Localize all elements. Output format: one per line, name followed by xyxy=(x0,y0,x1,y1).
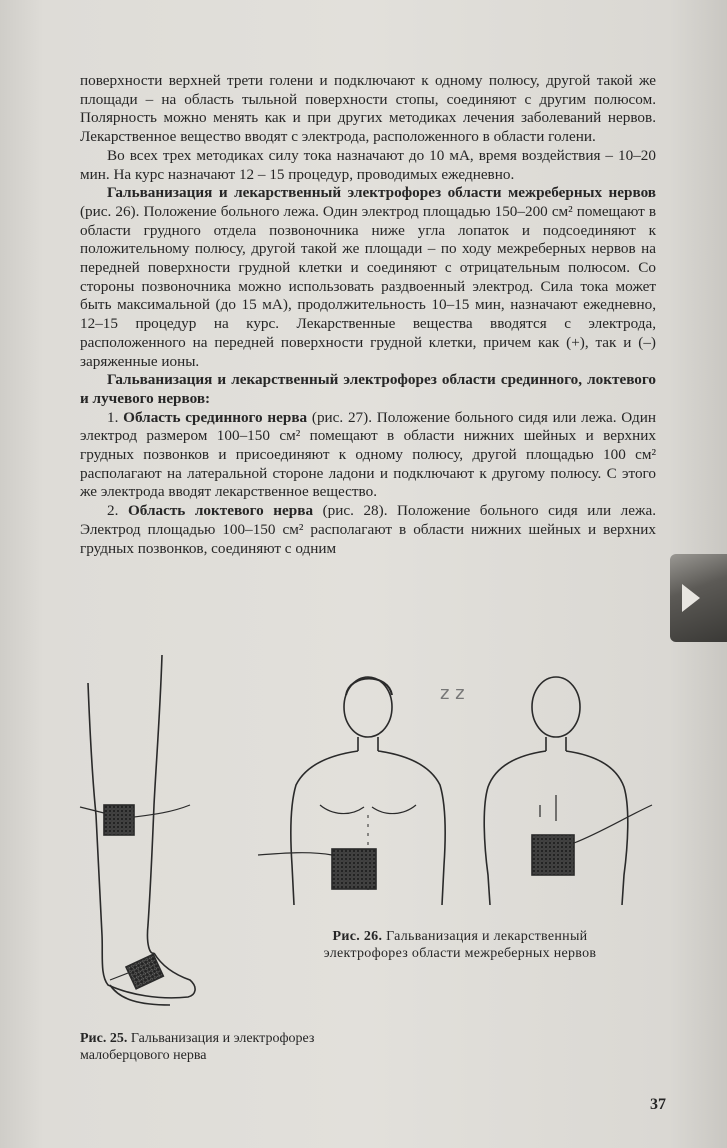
electrode-back xyxy=(532,835,574,875)
list-item-heading: Область срединного нерва xyxy=(123,408,308,426)
list-number: 2. xyxy=(107,502,128,520)
leg-figure xyxy=(80,655,195,1005)
body-text xyxy=(80,72,656,558)
section-heading: Гальванизация и лекарственный электрофорез области межреберных нервов xyxy=(107,184,656,202)
torso-front-figure xyxy=(258,677,445,905)
figure-number: Рис. 26. xyxy=(332,929,383,944)
torso-back-figure xyxy=(484,677,652,905)
section-heading: Гальванизация и лекарственный электрофорез области срединного, локтевого и лучевого нервов: xyxy=(80,371,656,407)
caption-text: Гальванизация и электрофорез малоберцового нерва xyxy=(80,1031,315,1063)
figure-number: Рис. 25. xyxy=(80,1031,128,1046)
paragraph-text: (рис. 27). Положение больного сидя или лежа. Один электрод размером 100–150 см² помещают в области нижних шейных и верхних грудных позвонков и присоединяют к одному полюсу, другой площадью 100 см² располагают на латеральной стороне ладони и подключают к другому полюсу. С этого же электрода вводят лекарственное вещество. xyxy=(80,408,657,501)
paragraph xyxy=(80,147,656,184)
paragraph-text: (рис. 26). Положение больного лежа. Один электрод площадью 150–200 см² помещают в области грудного отдела позвоночника ниже угла лопаток и подсоединяют к положительному полюсу, другой такой же площади – по ходу межреберных нервов на передней поверхности грудной клетки и соединяют с отрицательным полюсом. Со стороны позвоночника можно использовать раздвоенный электрод. Сила тока может быть максимальной (до 15 мА), продолжительность 10–15 мин, назначают ежедневно, 12–15 процедур на курс. Лекарственные вещества вводятся с электрода, расположенного на передней поверхности грудной клетки, причем как (+), так и (–) заряженные ионы. xyxy=(80,202,656,370)
electrode-chest xyxy=(332,849,376,889)
figure-caption-25 xyxy=(80,1030,380,1064)
paragraph-text: Во всех трех методиках силу тока назначают до 10 мА, время воздействия – 10–20 мин. На курс назначают 12 – 15 процедур, проводимых ежедневно. xyxy=(80,146,656,183)
thumb-index-tab xyxy=(670,554,727,642)
electrode-shin xyxy=(104,805,134,835)
paragraph xyxy=(80,72,656,147)
paragraph-text: (рис. 28). Положение больного сидя или лежа. Электрод площадью 100–150 см² располагают в области нижних шейных и верхних грудных позвонков, соединяют с одним xyxy=(80,502,657,557)
paragraph xyxy=(80,184,656,371)
electrode-wire xyxy=(80,807,104,813)
figure-caption-26 xyxy=(290,928,630,962)
illustrations xyxy=(70,655,670,1035)
list-item xyxy=(80,409,656,503)
list-item xyxy=(80,502,656,558)
list-number: 1. xyxy=(107,408,124,426)
caption-text: Гальванизация и лекарственный электрофорез области межреберных нервов xyxy=(323,929,597,961)
page-number: 37 xyxy=(650,1096,666,1113)
paragraph-text: поверхности верхней трети голени и подключают к одному полюсу, другой такой же площади – на область тыльной поверхности стопы, соединяют с другим полюсом. Полярность можно менять как и при других методиках лечения заболеваний нервов. Лекарственное вещество вводят с электрода, расположенного в области голени. xyxy=(80,72,656,146)
list-item-heading: Область локтевого нерва xyxy=(127,502,314,520)
handwritten-mark: z z xyxy=(440,683,465,704)
